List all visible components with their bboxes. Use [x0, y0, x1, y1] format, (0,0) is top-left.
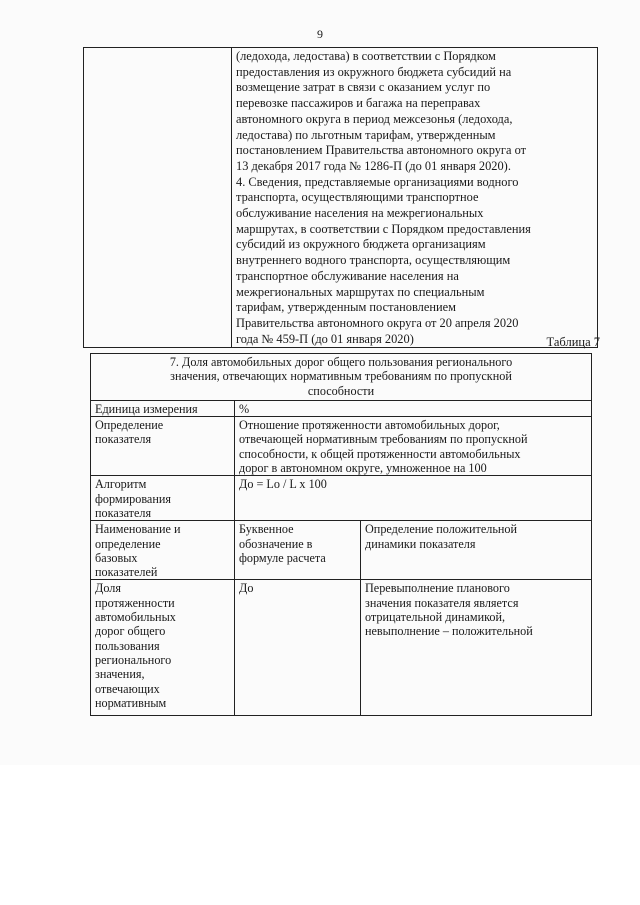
text-line: невыполнение – положительной [365, 624, 533, 639]
indicator-table [90, 353, 592, 716]
text-line: дорог в автономном округе, умноженное на 100 [239, 461, 487, 476]
header-letter-designation [235, 521, 361, 580]
text-line: динамики показателя [365, 536, 476, 551]
definition-label [91, 417, 235, 476]
table-row [91, 521, 592, 580]
table-row [84, 48, 598, 348]
text-line: нормативным [95, 695, 167, 710]
text-line: автономного округа в период межсезонья (ледохода, [236, 111, 513, 126]
text-line: базовых [95, 550, 138, 565]
text-line: постановлением Правительства автономного округа от [236, 143, 527, 158]
text-line: определение [95, 536, 161, 551]
text-line: Наименование и [95, 522, 181, 537]
text-line: Правительства автономного округа от 20 апреля 2020 [236, 315, 519, 330]
text-line: межрегиональных маршрутах по специальным [236, 284, 485, 299]
text-line: Перевыполнение планового [365, 581, 510, 596]
page-number: 9 [317, 27, 323, 41]
text-line: маршрутах, в соответствии с Порядком предоставления [236, 221, 531, 236]
text-line: (ледохода, ледостава) в соответствии с Порядком [236, 49, 496, 63]
table-row [91, 400, 592, 416]
text-line: предоставления из окружного бюджета субсидий на [236, 64, 512, 79]
text-line: пользования [95, 638, 160, 653]
text-line: автомобильных [95, 610, 176, 625]
unit-value: % [235, 400, 592, 416]
text-line: отвечающей нормативным требованиям по пропускной [239, 432, 528, 447]
text-line: 13 декабря 2017 года № 1286-П (до 01 января 2020). [236, 158, 511, 173]
text-line: дорог общего [95, 624, 166, 639]
unit-label: Единица измерения [91, 400, 235, 416]
header-base-indicators [91, 521, 235, 580]
text-line: 4. Сведения, представляемые организациями водного [236, 174, 519, 189]
algorithm-label [91, 476, 235, 521]
text-line: показателя [95, 432, 152, 447]
text-line: протяженности [95, 595, 175, 610]
text-line: внутреннего водного транспорта, осуществляющим [236, 253, 511, 268]
text-line: Определение положительной [365, 522, 518, 537]
letter-designation-cell: До [235, 580, 361, 716]
continuation-table [83, 47, 598, 348]
text-line: субсидий из окружного бюджета организациям [236, 237, 486, 252]
text-line: отрицательной динамикой, [365, 610, 506, 625]
text-line: перевозке пассажиров и багажа на переправах [236, 96, 481, 111]
algorithm-formula: До = Lо / L х 100 [235, 476, 592, 521]
table-row [91, 354, 592, 401]
sources-cell [232, 48, 598, 348]
text-line: транспортное обслуживание населения на [236, 268, 459, 283]
text-line: формирования [95, 491, 171, 506]
table-caption: Таблица 7 [546, 335, 600, 349]
text-line: обозначение в [239, 536, 313, 551]
indicator-name-cell [91, 580, 235, 716]
indicator-title [91, 354, 592, 401]
page-bottom-area [0, 765, 640, 905]
text-line: формуле расчета [239, 550, 326, 565]
text-line: регионального [95, 652, 172, 667]
text-line: обслуживание населения на межрегиональных [236, 206, 484, 221]
text-line: значения показателя является [365, 595, 519, 610]
text-line: Буквенное [239, 522, 294, 537]
text-line: показателя [95, 505, 152, 520]
table-row [91, 417, 592, 476]
text-line: значения, отвечающих нормативным требованиям по пропускной [170, 369, 512, 384]
text-line: способности, к общей протяженности автомобильных [239, 446, 521, 461]
table-row [91, 580, 592, 716]
text-line: 7. Доля автомобильных дорог общего пользования регионального [169, 355, 513, 369]
text-line: Определение [95, 418, 164, 433]
table-row [91, 476, 592, 521]
text-line: транспорта, осуществляющими транспортное [236, 190, 479, 205]
text-line: года № 459-П (до 01 января 2020) [236, 331, 414, 346]
text-line: Алгоритм [95, 477, 147, 492]
text-line: Отношение протяженности автомобильных дорог, [239, 418, 500, 433]
text-line: значения, [95, 667, 145, 682]
text-line: способности [307, 383, 375, 398]
text-line: показателей [95, 565, 158, 580]
text-line: тарифам, утвержденным постановлением [236, 300, 456, 315]
text-line: возмещение затрат в связи с оказанием услуг по [236, 80, 491, 95]
text-line: ледостава) по льготным тарифам, утвержденным [236, 127, 496, 142]
text-line: Доля [95, 581, 121, 596]
header-positive-dynamics [361, 521, 592, 580]
text-line: отвечающих [95, 681, 160, 696]
empty-cell [84, 48, 232, 348]
dynamics-cell [361, 580, 592, 716]
definition-value [235, 417, 592, 476]
